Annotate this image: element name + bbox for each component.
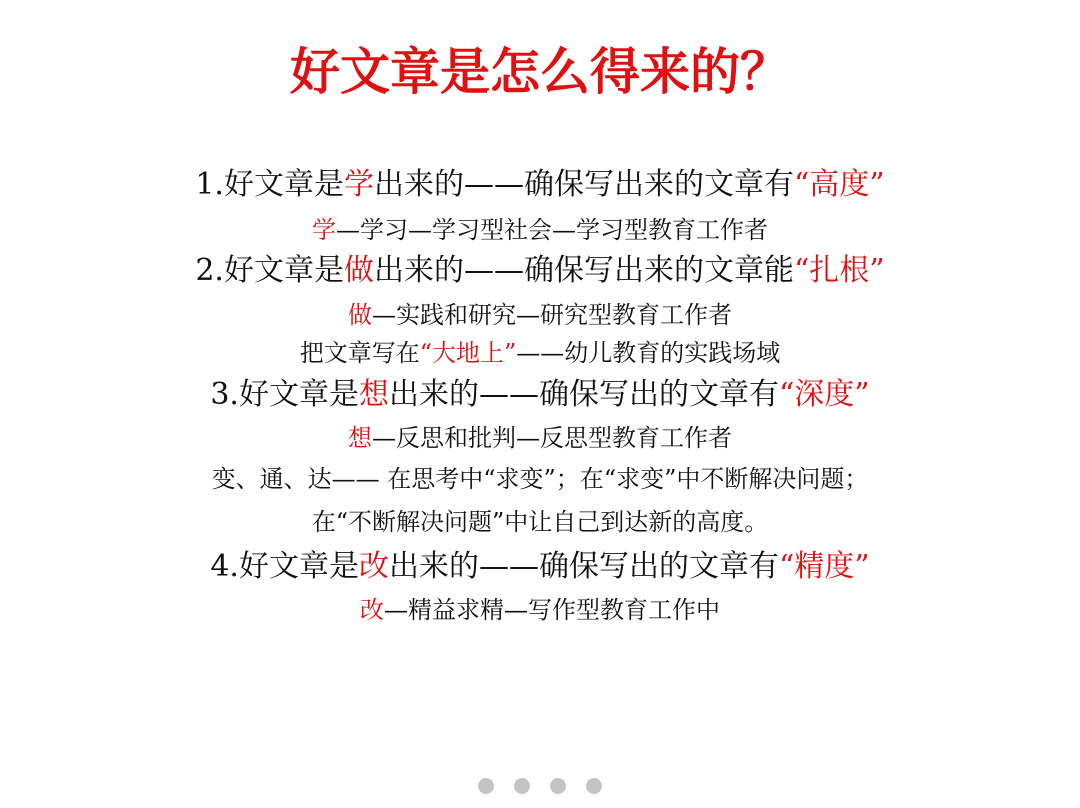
point-4-detail-text: —精益求精—写作型教育工作中 — [384, 596, 720, 624]
point-3-detail — [0, 422, 1080, 454]
point-2-keyword: 做 — [343, 253, 374, 288]
point-3-extra-2: 在“不断解决问题”中让自己到达新的高度。 — [311, 508, 769, 536]
point-3-heading — [0, 375, 1080, 415]
page-indicator — [0, 778, 1080, 794]
point-2-quote: “扎根” — [793, 253, 885, 288]
point-2-extra — [0, 337, 1080, 369]
point-2-prefix: 2.好文章是 — [195, 253, 344, 288]
point-4-heading — [0, 547, 1080, 587]
point-4-quote: “精度” — [778, 549, 870, 584]
point-4-middle: 出来的——确保写出的文章有 — [388, 549, 779, 584]
point-2-extra-quote: “大地上” — [419, 339, 517, 367]
point-3-quote: “深度” — [778, 377, 870, 412]
point-2-detail-keyword: 做 — [348, 301, 372, 329]
point-3-detail-text: —反思和批判—反思型教育工作者 — [372, 424, 732, 452]
point-4-keyword: 改 — [358, 549, 389, 584]
slide-title: 好文章是怎么得来的？ — [290, 42, 790, 101]
point-3-extra-1: 变、通、达—— 在思考中“求变”；在“求变”中不断解决问题； — [211, 465, 869, 493]
page-dot-1[interactable] — [478, 778, 494, 794]
page-dot-2[interactable] — [514, 778, 530, 794]
point-4-prefix: 4.好文章是 — [210, 549, 359, 584]
point-2-detail-text: —实践和研究—研究型教育工作者 — [372, 301, 732, 329]
point-3-detail-keyword: 想 — [348, 424, 372, 452]
point-2-heading — [0, 251, 1080, 291]
point-4-detail — [0, 594, 1080, 626]
point-1-quote: “高度” — [793, 167, 885, 202]
point-1-heading — [0, 165, 1080, 205]
point-1-keyword: 学 — [343, 167, 374, 202]
point-1-prefix: 1.好文章是 — [195, 167, 344, 202]
point-4-detail-keyword: 改 — [360, 596, 384, 624]
point-2-detail — [0, 299, 1080, 331]
point-2-middle: 出来的——确保写出来的文章能 — [373, 253, 794, 288]
point-3-prefix: 3.好文章是 — [210, 377, 359, 412]
page-dot-4[interactable] — [586, 778, 602, 794]
point-1-detail-keyword: 学 — [312, 216, 336, 244]
point-1-middle: 出来的——确保写出来的文章有 — [373, 167, 794, 202]
point-2-extra-suffix: ——幼儿教育的实践场域 — [516, 339, 781, 367]
point-3-middle: 出来的——确保写出的文章有 — [388, 377, 779, 412]
point-1-detail-text: —学习—学习型社会—学习型教育工作者 — [336, 216, 768, 244]
point-2-extra-prefix: 把文章写在 — [299, 339, 420, 367]
point-1-detail — [0, 214, 1080, 246]
point-3-keyword: 想 — [358, 377, 389, 412]
page-dot-3[interactable] — [550, 778, 566, 794]
